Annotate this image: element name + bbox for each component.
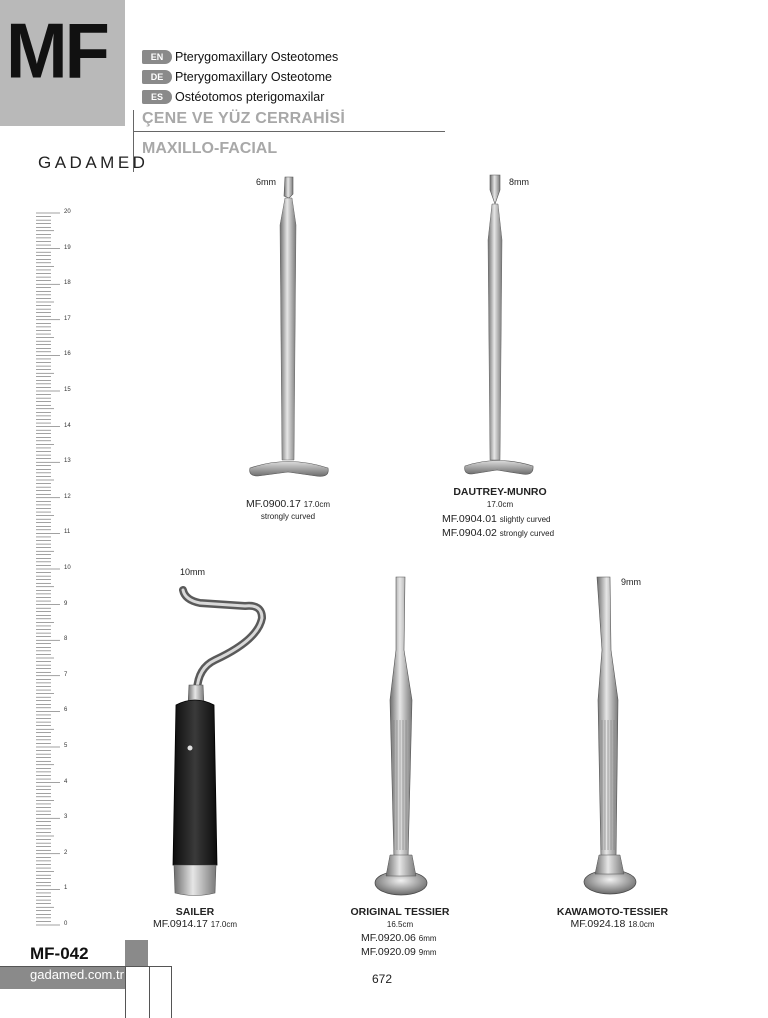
- ruler-number: 8: [64, 636, 68, 643]
- tip-size-p1: 6mm: [256, 177, 276, 187]
- section-title-tr: ÇENE VE YÜZ CERRAHİSİ: [142, 110, 346, 127]
- ruler-number: 6: [64, 707, 68, 714]
- ruler-number: 10: [64, 565, 71, 571]
- product-code-p1: MF.0900.17: [245, 498, 301, 510]
- page-reference: MF-042: [30, 944, 89, 963]
- product-name-p3: SAILER: [175, 906, 215, 918]
- product-variant-p2-1: [442, 513, 550, 525]
- ruler-number: 9: [64, 600, 68, 607]
- title-es-text: Ostéotomos pterigomaxilar: [175, 90, 325, 104]
- ruler-number: 5: [64, 743, 68, 749]
- product-length-p3: 17.0cm: [210, 920, 238, 929]
- variant-code-p4-2: MF.0920.09: [361, 946, 416, 958]
- lang-badge-de: DE: [142, 70, 172, 84]
- tip-size-p5: 9mm: [621, 577, 641, 587]
- product-label-p4: [330, 906, 470, 930]
- page-number: 672: [372, 972, 393, 986]
- variant-code-p2-2: MF.0904.02: [442, 527, 497, 539]
- ruler-number: 12: [64, 493, 71, 500]
- osteotome-original-tessier: [375, 577, 427, 895]
- ruler-number: 16: [64, 351, 71, 358]
- ruler-number: 20: [64, 209, 71, 215]
- variant-note-p2-2: strongly curved: [499, 529, 555, 538]
- product-length-p2: 17.0cm: [486, 500, 514, 509]
- lang-badge-en: EN: [142, 50, 172, 64]
- product-label-p1: [218, 498, 358, 522]
- title-de-text: Pterygomaxillary Osteotome: [175, 70, 333, 84]
- website-url: gadamed.com.tr: [30, 967, 124, 982]
- product-code-p3: MF.0914.17: [152, 918, 208, 930]
- product-variant-p4-1: [361, 932, 437, 944]
- ruler-number: 11: [64, 529, 71, 536]
- product-length-p5: 18.0cm: [628, 920, 655, 929]
- variant-code-p2-1: MF.0904.01: [442, 513, 497, 525]
- title-en-text: Pterygomaxillary Osteotomes: [175, 50, 339, 64]
- product-variant-p2-2: [442, 527, 554, 539]
- product-name-p5: KAWAMOTO-TESSIER: [556, 906, 669, 918]
- brand-logo: GADAMED: [38, 153, 149, 172]
- variant-code-p4-1: MF.0920.06: [361, 932, 416, 944]
- product-label-p3: [130, 906, 260, 930]
- footer-box-1: [125, 966, 150, 1018]
- ruler-number: 1: [64, 885, 68, 892]
- ruler-number: 17: [64, 315, 71, 322]
- product-name-p2: DAUTREY-MUNRO: [453, 486, 547, 498]
- ruler-number: 19: [64, 244, 71, 251]
- product-length-p4: 16.5cm: [386, 920, 414, 929]
- variant-note-p4-1: 6mm: [418, 934, 437, 943]
- section-title-en: MAXILLO-FACIAL: [142, 140, 278, 157]
- product-name-p4: ORIGINAL TESSIER: [350, 906, 450, 918]
- tip-size-p2: 8mm: [509, 177, 529, 187]
- ruler-number: 13: [64, 458, 71, 465]
- ruler-number: 3: [64, 814, 68, 821]
- osteotome-kawamoto-tessier: [584, 577, 636, 894]
- osteotome-dautrey-munro: [465, 175, 533, 474]
- lang-badge-es: ES: [142, 90, 172, 104]
- tip-size-p3: 10mm: [180, 567, 206, 577]
- ruler-number: 18: [64, 280, 71, 287]
- ruler-number: 4: [64, 778, 68, 785]
- reference-square: [125, 940, 148, 966]
- product-note-p1: strongly curved: [260, 512, 316, 521]
- product-label-p5: [535, 906, 690, 930]
- product-length-p1: 17.0cm: [303, 500, 331, 509]
- footer-box-2: [148, 966, 172, 1018]
- osteotome-sailer: [173, 590, 262, 896]
- product-label-p2: [420, 486, 580, 510]
- ruler-number: 2: [64, 849, 68, 856]
- ruler-number: 7: [64, 671, 68, 678]
- osteotome-mf0900: [250, 177, 329, 476]
- variant-note-p4-2: 9mm: [418, 948, 437, 957]
- category-code: MF: [6, 6, 107, 95]
- ruler-number: 15: [64, 387, 71, 393]
- ruler-number: 0: [64, 921, 68, 927]
- product-code-p5: MF.0924.18: [570, 918, 626, 930]
- product-variant-p4-2: [361, 946, 437, 958]
- variant-note-p2-1: slightly curved: [499, 515, 551, 524]
- ruler-number: 14: [64, 422, 71, 429]
